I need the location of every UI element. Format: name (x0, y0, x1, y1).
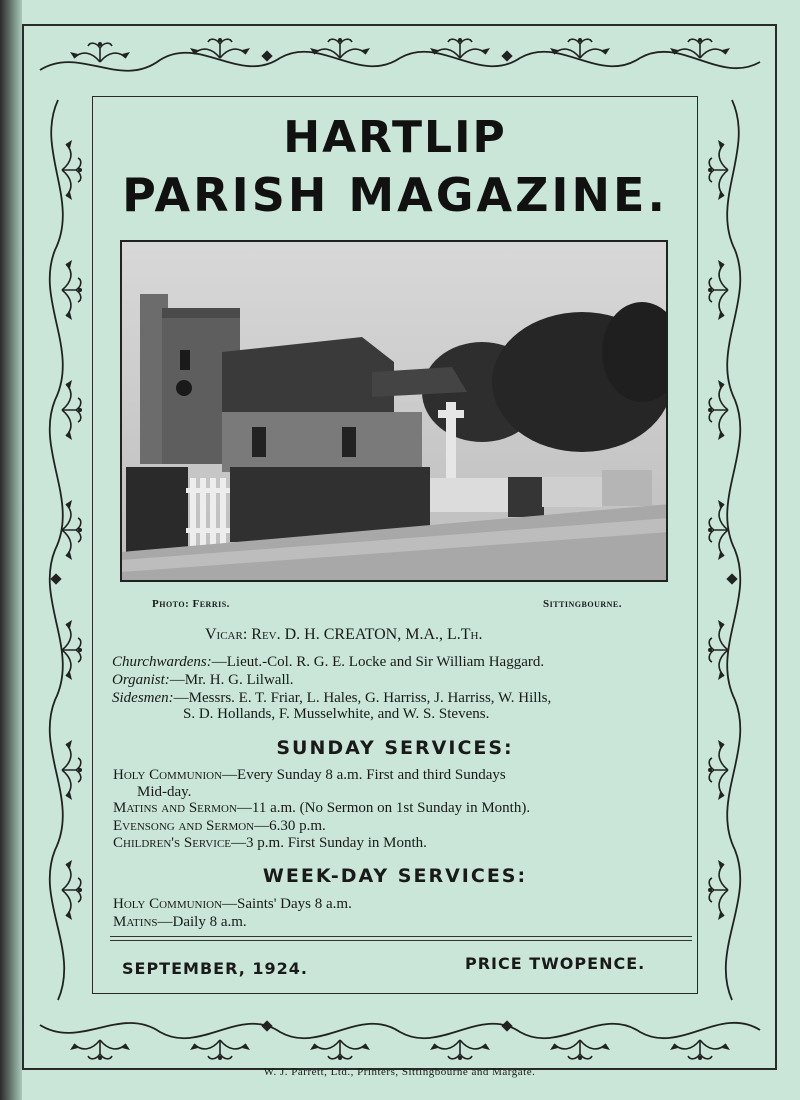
photo-credit: Photo: Ferris. (152, 598, 230, 610)
sidesmen-line-2: S. D. Hollands, F. Musselwhite, and W. S. Stevens. (183, 706, 490, 722)
photo-location: Sittingbourne. (543, 598, 622, 610)
evensong-text: —6.30 p.m. (254, 818, 326, 834)
weekday-matins-label: Matins (113, 914, 158, 930)
sunday-hc-continuation: Mid-day. (137, 784, 192, 800)
organist-text: —Mr. H. G. Lilwall. (169, 672, 294, 688)
printer-credit: W. J. Parrett, Ltd., Printers, Sittingbourne and Margate. (263, 1066, 536, 1078)
church-photograph (120, 240, 668, 582)
divider-rule (110, 940, 692, 941)
organist-label: Organist: (112, 672, 170, 688)
weekday-hc-text: —Saints' Days 8 a.m. (222, 896, 352, 912)
divider-rule (110, 936, 692, 937)
childrens-service-line (113, 834, 427, 852)
sidesmen-label: Sidesmen: (112, 690, 174, 706)
sunday-matins-text: —11 a.m. (No Sermon on 1st Sunday in Month). (236, 800, 531, 816)
sidesmen-text-1: —Messrs. E. T. Friar, L. Hales, G. Harriss, J. Harriss, W. Hills, (173, 690, 552, 706)
churchwardens-line (112, 653, 544, 671)
sunday-matins-line (113, 799, 530, 817)
issue-date: SEPTEMBER, 1924. (122, 959, 308, 978)
childrens-service-label: Children's Service (113, 835, 232, 851)
weekday-hc-label: Holy Communion (113, 896, 223, 912)
sunday-hc-text: —Every Sunday 8 a.m. First and third Sundays (222, 767, 506, 783)
evensong-label: Evensong and Sermon (113, 818, 255, 834)
organist-line (112, 671, 294, 689)
vicar-label: Vicar: (205, 626, 248, 643)
churchwardens-label: Churchwardens: (112, 654, 212, 670)
childrens-service-text: —3 p.m. First Sunday in Month. (231, 835, 427, 851)
sunday-holy-communion-line (113, 766, 506, 784)
weekday-matins-text: —Daily 8 a.m. (157, 914, 247, 930)
churchwardens-text: —Lieut.-Col. R. G. E. Locke and Sir William Haggard. (211, 654, 545, 670)
sunday-hc-label: Holy Communion (113, 767, 223, 783)
magazine-title-line-1: HARTLIP (283, 112, 507, 163)
vicar-line (205, 626, 483, 644)
sunday-services-heading: SUNDAY SERVICES: (276, 737, 514, 759)
weekday-matins-line (113, 913, 247, 931)
issue-price: PRICE TWOPENCE. (465, 954, 646, 973)
sunday-matins-label: Matins and Sermon (113, 800, 237, 816)
magazine-title-line-2: PARISH MAGAZINE. (122, 168, 668, 222)
vicar-name: Rev. D. H. CREATON, M.A., L.Th. (251, 626, 483, 643)
weekday-services-heading: WEEK-DAY SERVICES: (262, 865, 528, 887)
evensong-line (113, 817, 326, 835)
weekday-holy-communion-line (113, 895, 352, 913)
